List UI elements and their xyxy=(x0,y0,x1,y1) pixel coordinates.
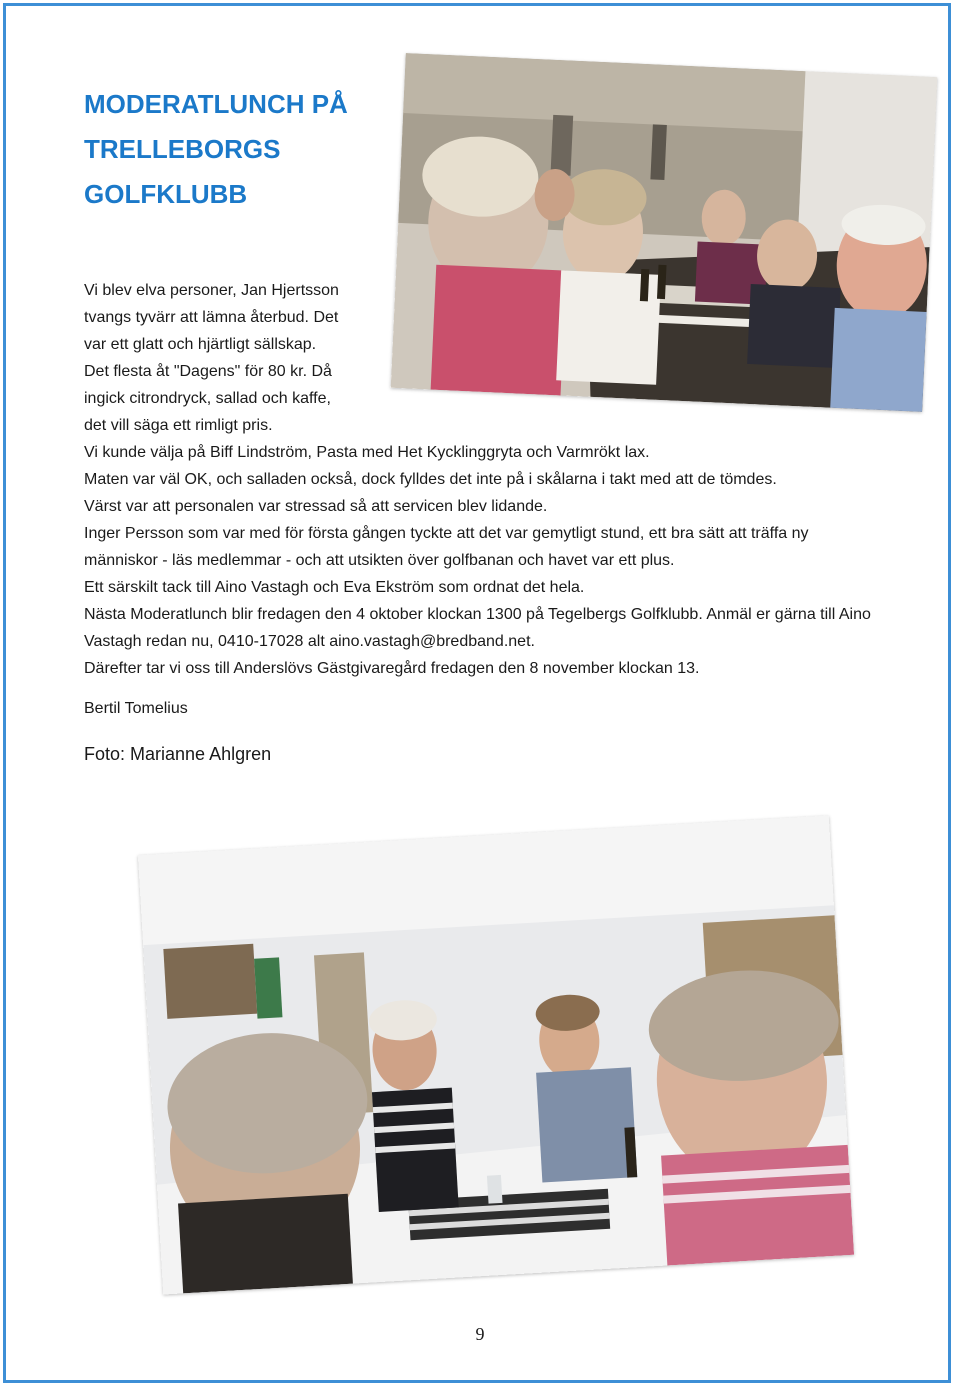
paragraph: Inger Persson som var med för första gången tyckte att det var gemytligt stund, ett bra sätt att träffa ny människor - läs medlemmar - och att utsikten över golfbanan och havet var ett plus. xyxy=(84,525,809,569)
paragraph: Värst var att personalen var stressad så att servicen blev lidande. xyxy=(84,498,548,515)
intro-line: tvangs tyvärr att lämna återbud. Det xyxy=(84,309,339,326)
article-body xyxy=(84,277,884,682)
paragraph: Därefter tar vi oss till Anderslövs Gästgivaregård fredagen den 8 november klockan 13. xyxy=(84,660,700,677)
intro-line: var ett glatt och hjärtligt sällskap. xyxy=(84,336,317,353)
paragraph: Maten var väl OK, och salladen också, dock fylldes det inte på i skålarna i takt med att de tömdes. xyxy=(84,471,777,488)
intro-line: ingick citrondryck, sallad och kaffe, xyxy=(84,390,331,407)
intro-line: det vill säga ett rimligt pris. xyxy=(84,417,273,434)
title-line: MODERATLUNCH PÅ xyxy=(84,89,348,119)
intro-line: Vi blev elva personer, Jan Hjertsson xyxy=(84,282,339,299)
paragraph: Vi kunde välja på Biff Lindström, Pasta med Het Kycklinggryta och Varmrökt lax. xyxy=(84,444,650,461)
intro-line: Det flesta åt "Dagens" för 80 kr. Då xyxy=(84,363,332,380)
title-line: GOLFKLUBB xyxy=(84,179,248,209)
intro xyxy=(84,277,884,439)
photo-credit: Foto: Marianne Ahlgren xyxy=(84,744,272,764)
page-number: 9 xyxy=(475,1324,485,1344)
author-signature: Bertil Tomelius xyxy=(84,700,188,717)
title-line: TRELLEBORGS xyxy=(84,134,281,164)
paragraph: Nästa Moderatlunch blir fredagen den 4 oktober klockan 1300 på Tegelbergs Golfklubb. Anmäl er gärna till Aino Vastagh redan nu, 0410-17028 alt aino.vastagh@bredband.net. xyxy=(84,606,871,650)
lunch-photo-bottom xyxy=(138,815,854,1294)
article-title xyxy=(84,82,414,217)
paragraph: Ett särskilt tack till Aino Vastagh och Eva Ekström som ordnat det hela. xyxy=(84,579,585,596)
